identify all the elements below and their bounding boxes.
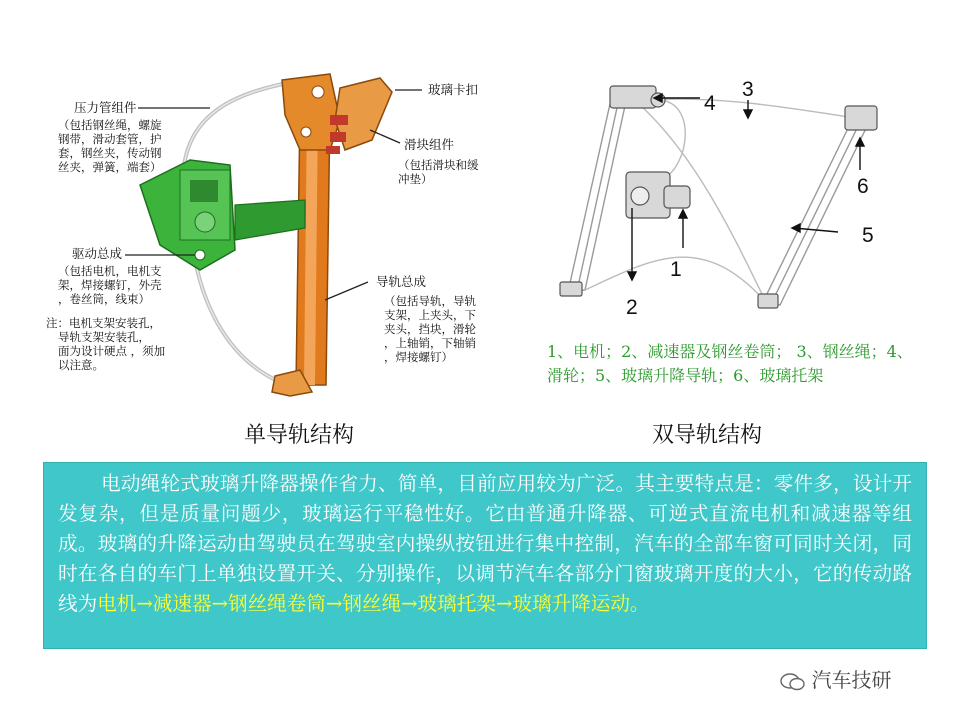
pressure-tube-detail-2: 钢带，滑动套管，护 [58,132,162,146]
drive-detail-1: （包括电机，电机支 [58,264,162,278]
part-number-2: 2 [626,296,638,319]
note-line-3: 面为设计硬点 ，须加 [58,344,166,358]
rail-detail-1: （包括导轨，导轨 [384,294,476,308]
drive-detail-3: ，卷丝筒，线束） [58,292,150,306]
drive-title: 驱动总成 [72,246,123,261]
pressure-tube-detail-4: 丝夹，弹簧，端套） [58,160,162,174]
wechat-icon [780,672,806,692]
note-line-4: 以注意。 [58,358,104,372]
note-line-1: 注：电机支架安装孔， [46,316,161,330]
rail-detail-4: ，上轴销，下轴销 [384,336,476,350]
rail-detail-3: 夹头，挡块，滑轮 [384,322,476,336]
pressure-tube-detail-1: （包括钢丝绳，螺旋 [58,118,162,132]
part-number-5: 5 [862,224,874,247]
pressure-tube-title: 压力管组件 [74,100,137,115]
part-number-1: 1 [670,258,682,281]
glass-clip-label: 玻璃卡扣 [428,82,479,97]
slider-detail-2: 冲垫） [398,172,433,186]
transmission-path-highlight: 电机→减速器→钢丝绳卷筒→钢丝绳→玻璃托架→玻璃升降运动。 [97,592,650,615]
double-rail-caption: 双导轨结构 [652,423,763,448]
description-paragraph [44,463,926,619]
description-panel [43,462,927,649]
slider-title: 滑块组件 [404,137,455,152]
watermark-text: 汽车技研 [811,670,892,692]
watermark [780,664,892,693]
part-number-3: 3 [742,78,754,101]
pressure-tube-detail-3: 套，钢丝夹，传动钢 [58,146,162,160]
rail-title: 导轨总成 [376,274,427,289]
note-line-2: 导轨支架安装孔， [58,330,150,344]
rail-detail-5: ，焊接螺钉） [384,350,453,364]
description-body: 电动绳轮式玻璃升降器操作省力、简单，目前应用较为广泛。其主要特点是：零件多，设计开发复杂，但是质量问题少，玻璃运行平稳性好。它由普通升降器、可逆式直流电机和减速器等组成。玻璃的升降运动由驾驶员在驾驶室内操纵按钮进行集中控制，汽车的全部车窗可同时关闭，同时在各自的车门上单独设置开关、分别操作，以调节汽车各部分门窗玻璃开度的大小，它的传动路线为 [58,472,912,615]
slider-detail-1: （包括滑块和缓 [398,158,479,172]
part-legend: 1、电机；2、减速器及钢丝卷筒； 3、钢丝绳；4、 滑轮；5、玻璃升降导轨；6、玻璃托架 [547,342,913,385]
single-rail-caption: 单导轨结构 [244,423,355,448]
part-number-6: 6 [857,175,869,198]
rail-detail-2: 支架，上夹头，下 [384,308,476,322]
part-number-4: 4 [704,92,716,115]
drive-detail-2: 架，焊接螺钉，外壳 [58,278,162,292]
